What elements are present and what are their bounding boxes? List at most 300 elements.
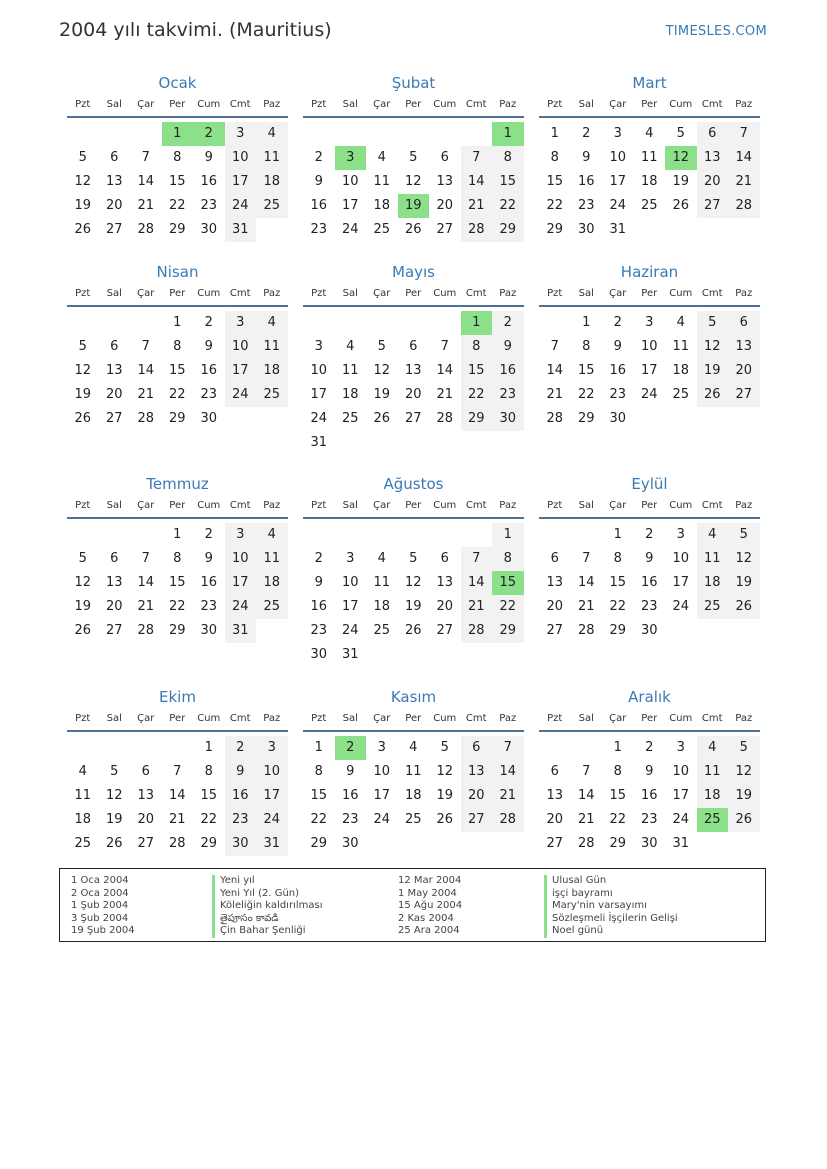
day-cell: 4 (78, 764, 87, 779)
day-cell: 24 (373, 812, 391, 827)
day-grid (303, 122, 524, 242)
day-cell: 23 (609, 387, 627, 402)
legend-holiday-date: 19 Şub 2004 (71, 925, 135, 936)
day-cell: 16 (200, 363, 218, 378)
weekday-label: Per (169, 713, 186, 724)
day-cell: 10 (341, 174, 359, 189)
day-cell: 14 (546, 363, 564, 378)
day-cell: 11 (256, 547, 288, 571)
weekday-label: Cum (669, 288, 693, 299)
day-cell: 20 (404, 387, 422, 402)
day-grid (67, 523, 288, 643)
holiday-day-cell: 12 (665, 146, 697, 170)
weekday-header (67, 97, 288, 118)
day-cell: 28 (577, 836, 595, 851)
day-cell: 7 (141, 339, 150, 354)
weekday-label: Per (405, 99, 422, 110)
weekday-label: Paz (263, 99, 281, 110)
empty-cell (67, 122, 99, 146)
weekday-header (303, 498, 524, 519)
weekday-label: Paz (735, 288, 753, 299)
day-cell: 4 (377, 150, 386, 165)
day-cell: 10 (672, 551, 690, 566)
day-cell: 11 (74, 788, 92, 803)
day-cell: 12 (404, 174, 422, 189)
day-cell: 13 (461, 760, 493, 784)
day-cell: 8 (582, 339, 591, 354)
day-cell: 6 (110, 339, 119, 354)
day-cell: 18 (341, 387, 359, 402)
day-cell: 27 (546, 836, 564, 851)
day-cell: 28 (137, 623, 155, 638)
weekday-label: Çar (373, 288, 391, 299)
day-cell: 17 (672, 575, 690, 590)
month-name: Temmuz (146, 475, 209, 493)
empty-cell (429, 523, 461, 547)
day-cell: 26 (672, 198, 690, 213)
day-cell: 9 (314, 575, 323, 590)
weekday-label: Cmt (465, 500, 487, 511)
day-cell: 26 (373, 411, 391, 426)
weekday-label: Sal (106, 500, 122, 511)
day-cell: 11 (256, 146, 288, 170)
day-cell: 3 (225, 122, 257, 146)
empty-cell (429, 122, 461, 146)
day-cell: 7 (461, 146, 493, 170)
weekday-label: Sal (342, 713, 358, 724)
day-cell: 2 (582, 126, 591, 141)
day-cell: 30 (492, 407, 524, 431)
legend-holiday-name: işçi bayramı (544, 888, 678, 901)
day-cell: 4 (697, 523, 729, 547)
day-cell: 4 (377, 551, 386, 566)
day-cell: 13 (105, 575, 123, 590)
day-cell: 18 (373, 599, 391, 614)
day-cell: 6 (141, 764, 150, 779)
day-cell: 6 (110, 150, 119, 165)
month-name: Ağustos (383, 475, 444, 493)
day-cell: 22 (168, 387, 186, 402)
weekday-label: Cmt (465, 713, 487, 724)
day-cell: 4 (346, 339, 355, 354)
month-name: Eylül (631, 475, 668, 493)
day-cell: 3 (613, 126, 622, 141)
day-cell: 7 (440, 339, 449, 354)
month-block (67, 687, 288, 856)
day-cell: 5 (110, 764, 119, 779)
day-cell: 19 (74, 599, 92, 614)
day-cell: 6 (728, 311, 760, 335)
day-cell: 21 (461, 194, 493, 218)
day-cell: 5 (377, 339, 386, 354)
weekday-label: Paz (263, 500, 281, 511)
day-cell: 8 (492, 146, 524, 170)
month-name: Haziran (620, 263, 679, 281)
day-grid (303, 523, 524, 667)
day-cell: 13 (728, 335, 760, 359)
weekday-label: Sal (578, 99, 594, 110)
empty-cell (461, 523, 493, 547)
day-cell: 23 (225, 808, 257, 832)
day-cell: 10 (609, 150, 627, 165)
day-cell: 28 (461, 218, 493, 242)
day-grid (303, 736, 524, 856)
legend-holiday-date: 1 Şub 2004 (71, 900, 129, 911)
legend-holiday-name: తైపూసం కావడి (212, 913, 322, 926)
day-cell: 5 (78, 551, 87, 566)
day-cell: 29 (461, 407, 493, 431)
day-cell: 10 (310, 363, 328, 378)
day-cell: 30 (640, 623, 658, 638)
weekday-label: Paz (499, 500, 517, 511)
day-cell: 19 (373, 387, 391, 402)
month-block (67, 73, 288, 242)
day-cell: 7 (582, 551, 591, 566)
legend-left-dates (71, 875, 135, 938)
day-cell: 16 (640, 575, 658, 590)
day-cell: 8 (461, 335, 493, 359)
day-cell: 26 (74, 623, 92, 638)
empty-cell (539, 736, 571, 760)
weekday-label: Çar (137, 500, 155, 511)
weekday-label: Paz (735, 99, 753, 110)
day-cell: 11 (672, 339, 690, 354)
day-cell: 25 (256, 595, 288, 619)
day-cell: 5 (78, 339, 87, 354)
day-cell: 2 (645, 740, 654, 755)
day-cell: 14 (492, 760, 524, 784)
day-cell: 18 (640, 174, 658, 189)
day-cell: 23 (310, 623, 328, 638)
day-cell: 17 (225, 170, 257, 194)
day-cell: 30 (609, 411, 627, 426)
day-cell: 26 (105, 836, 123, 851)
weekday-header (539, 286, 760, 307)
weekday-label: Cmt (229, 713, 251, 724)
month-block (303, 687, 524, 856)
holiday-day-cell: 1 (461, 311, 493, 335)
day-cell: 30 (577, 222, 595, 237)
day-cell: 22 (609, 599, 627, 614)
day-cell: 13 (546, 575, 564, 590)
day-cell: 9 (204, 339, 213, 354)
day-cell: 6 (440, 150, 449, 165)
weekday-label: Çar (373, 713, 391, 724)
day-cell: 11 (256, 335, 288, 359)
day-cell: 27 (546, 623, 564, 638)
day-cell: 20 (436, 198, 454, 213)
weekday-label: Sal (578, 713, 594, 724)
weekday-label: Paz (263, 288, 281, 299)
day-cell: 13 (697, 146, 729, 170)
day-cell: 12 (373, 363, 391, 378)
empty-cell (162, 736, 194, 760)
weekday-label: Paz (735, 713, 753, 724)
empty-cell (571, 523, 603, 547)
day-cell: 30 (200, 222, 218, 237)
day-cell: 26 (74, 222, 92, 237)
day-cell: 14 (461, 571, 493, 595)
weekday-label: Cum (669, 99, 693, 110)
day-cell: 19 (404, 599, 422, 614)
day-cell: 16 (640, 788, 658, 803)
weekday-label: Sal (578, 500, 594, 511)
empty-cell (67, 736, 99, 760)
legend-holiday-name: Yeni yıl (212, 875, 322, 888)
day-cell: 24 (225, 194, 257, 218)
weekday-label: Sal (106, 288, 122, 299)
weekday-label: Cum (197, 500, 221, 511)
day-cell: 15 (168, 575, 186, 590)
day-cell: 11 (640, 150, 658, 165)
empty-cell (303, 523, 335, 547)
day-cell: 4 (256, 523, 288, 547)
weekday-label: Per (641, 713, 658, 724)
weekday-label: Per (641, 500, 658, 511)
day-cell: 26 (728, 808, 760, 832)
holiday-day-cell: 15 (492, 571, 524, 595)
day-cell: 5 (728, 736, 760, 760)
day-cell: 16 (200, 174, 218, 189)
day-cell: 13 (137, 788, 155, 803)
day-cell: 25 (373, 222, 391, 237)
day-cell: 26 (436, 812, 454, 827)
day-cell: 20 (137, 812, 155, 827)
empty-cell (335, 523, 367, 547)
day-cell: 17 (256, 784, 288, 808)
day-cell: 14 (577, 575, 595, 590)
day-cell: 7 (492, 736, 524, 760)
day-cell: 31 (341, 647, 359, 662)
empty-cell (429, 311, 461, 335)
empty-cell (398, 311, 430, 335)
holiday-day-cell: 25 (697, 808, 729, 832)
month-block (539, 474, 760, 643)
legend-holiday-name: Sözleşmeli İşçilerin Gelişi (544, 913, 678, 926)
day-cell: 22 (310, 812, 328, 827)
legend-holiday-date: 12 Mar 2004 (398, 875, 462, 886)
day-cell: 29 (546, 222, 564, 237)
month-name: Mart (632, 74, 667, 92)
weekday-label: Cmt (701, 99, 723, 110)
legend-holiday-date: 2 Kas 2004 (398, 912, 454, 924)
day-cell: 16 (609, 363, 627, 378)
day-cell: 8 (173, 150, 182, 165)
day-cell: 14 (168, 788, 186, 803)
day-cell: 12 (74, 363, 92, 378)
legend-holiday-name: Noel günü (544, 925, 678, 938)
day-cell: 5 (440, 740, 449, 755)
day-cell: 22 (577, 387, 595, 402)
day-cell: 7 (582, 764, 591, 779)
day-cell: 23 (640, 599, 658, 614)
day-cell: 17 (640, 363, 658, 378)
weekday-label: Sal (342, 288, 358, 299)
day-cell: 10 (373, 764, 391, 779)
day-cell: 1 (204, 740, 213, 755)
day-cell: 1 (173, 527, 182, 542)
weekday-header (539, 97, 760, 118)
weekday-label: Paz (499, 99, 517, 110)
day-cell: 1 (582, 315, 591, 330)
day-cell: 17 (373, 788, 391, 803)
day-cell: 17 (341, 198, 359, 213)
weekday-label: Pzt (547, 99, 563, 110)
month-block (539, 687, 760, 856)
weekday-label: Pzt (311, 288, 327, 299)
legend-right-dates (398, 875, 462, 938)
day-cell: 27 (436, 222, 454, 237)
holiday-day-cell: 3 (335, 146, 367, 170)
day-cell: 5 (728, 523, 760, 547)
day-cell: 7 (461, 547, 493, 571)
day-cell: 26 (697, 383, 729, 407)
day-cell: 18 (672, 363, 690, 378)
day-cell: 8 (550, 150, 559, 165)
day-cell: 8 (173, 551, 182, 566)
day-cell: 21 (137, 198, 155, 213)
day-cell: 22 (546, 198, 564, 213)
day-cell: 15 (546, 174, 564, 189)
day-cell: 29 (492, 218, 524, 242)
day-cell: 2 (314, 551, 323, 566)
empty-cell (303, 122, 335, 146)
weekday-label: Sal (342, 99, 358, 110)
day-cell: 31 (672, 836, 690, 851)
day-cell: 10 (225, 547, 257, 571)
day-cell: 9 (645, 764, 654, 779)
day-cell: 27 (728, 383, 760, 407)
day-cell: 13 (404, 363, 422, 378)
day-cell: 28 (461, 619, 493, 643)
day-cell: 21 (461, 595, 493, 619)
day-cell: 1 (492, 523, 524, 547)
day-cell: 28 (546, 411, 564, 426)
brand-link[interactable]: TIMESLES.COM (665, 24, 767, 39)
legend-holiday-date: 3 Şub 2004 (71, 912, 129, 924)
day-cell: 18 (256, 170, 288, 194)
day-cell: 31 (609, 222, 627, 237)
day-cell: 1 (173, 315, 182, 330)
day-cell: 24 (672, 812, 690, 827)
day-cell: 24 (225, 383, 257, 407)
day-cell: 24 (256, 808, 288, 832)
weekday-label: Pzt (75, 288, 91, 299)
day-cell: 15 (168, 174, 186, 189)
holiday-day-cell: 19 (398, 194, 430, 218)
day-cell: 8 (613, 551, 622, 566)
weekday-label: Cmt (465, 288, 487, 299)
day-cell: 3 (377, 740, 386, 755)
day-cell: 14 (461, 170, 493, 194)
day-cell: 27 (105, 222, 123, 237)
day-cell: 24 (609, 198, 627, 213)
weekday-label: Çar (137, 713, 155, 724)
day-cell: 25 (341, 411, 359, 426)
legend-holiday-date: 1 Oca 2004 (71, 875, 129, 886)
day-cell: 13 (105, 363, 123, 378)
empty-cell (335, 311, 367, 335)
day-cell: 22 (168, 599, 186, 614)
empty-cell (99, 311, 131, 335)
weekday-label: Cum (669, 500, 693, 511)
day-cell: 8 (314, 764, 323, 779)
empty-cell (539, 311, 571, 335)
day-cell: 5 (409, 551, 418, 566)
day-cell: 19 (105, 812, 123, 827)
legend-holiday-name: Mary'nin varsayımı (544, 900, 678, 913)
day-grid (67, 122, 288, 242)
day-cell: 23 (200, 599, 218, 614)
day-cell: 10 (225, 335, 257, 359)
day-cell: 3 (314, 339, 323, 354)
day-cell: 21 (728, 170, 760, 194)
day-cell: 9 (346, 764, 355, 779)
day-cell: 6 (550, 764, 559, 779)
day-cell: 29 (200, 836, 218, 851)
day-cell: 18 (404, 788, 422, 803)
day-cell: 30 (310, 647, 328, 662)
day-cell: 11 (373, 174, 391, 189)
weekday-header (303, 711, 524, 732)
day-cell: 7 (550, 339, 559, 354)
day-cell: 12 (404, 575, 422, 590)
day-cell: 18 (256, 571, 288, 595)
day-cell: 14 (137, 174, 155, 189)
weekday-label: Cum (197, 99, 221, 110)
weekday-label: Çar (609, 713, 627, 724)
empty-cell (398, 523, 430, 547)
holiday-legend (59, 868, 766, 942)
day-cell: 9 (645, 551, 654, 566)
day-grid (67, 311, 288, 431)
day-cell: 7 (173, 764, 182, 779)
day-cell: 8 (492, 547, 524, 571)
empty-cell (130, 736, 162, 760)
day-cell: 22 (200, 812, 218, 827)
day-cell: 22 (168, 198, 186, 213)
day-cell: 22 (492, 595, 524, 619)
day-cell: 20 (461, 784, 493, 808)
day-cell: 20 (728, 359, 760, 383)
legend-holiday-date: 15 Ağu 2004 (398, 900, 463, 911)
day-cell: 23 (640, 812, 658, 827)
day-cell: 15 (168, 363, 186, 378)
day-cell: 3 (225, 311, 257, 335)
weekday-label: Pzt (547, 500, 563, 511)
day-cell: 14 (577, 788, 595, 803)
empty-cell (539, 523, 571, 547)
day-cell: 29 (168, 411, 186, 426)
day-cell: 20 (105, 198, 123, 213)
day-cell: 31 (225, 218, 257, 242)
day-cell: 6 (110, 551, 119, 566)
day-cell: 16 (577, 174, 595, 189)
day-cell: 20 (546, 812, 564, 827)
day-cell: 29 (168, 222, 186, 237)
weekday-label: Çar (609, 99, 627, 110)
weekday-label: Çar (373, 500, 391, 511)
day-cell: 20 (546, 599, 564, 614)
day-cell: 29 (609, 836, 627, 851)
day-cell: 12 (697, 335, 729, 359)
weekday-label: Pzt (75, 713, 91, 724)
legend-left-names (212, 875, 322, 938)
weekday-label: Per (641, 99, 658, 110)
day-cell: 19 (74, 198, 92, 213)
day-cell: 2 (204, 315, 213, 330)
weekday-label: Cmt (229, 99, 251, 110)
